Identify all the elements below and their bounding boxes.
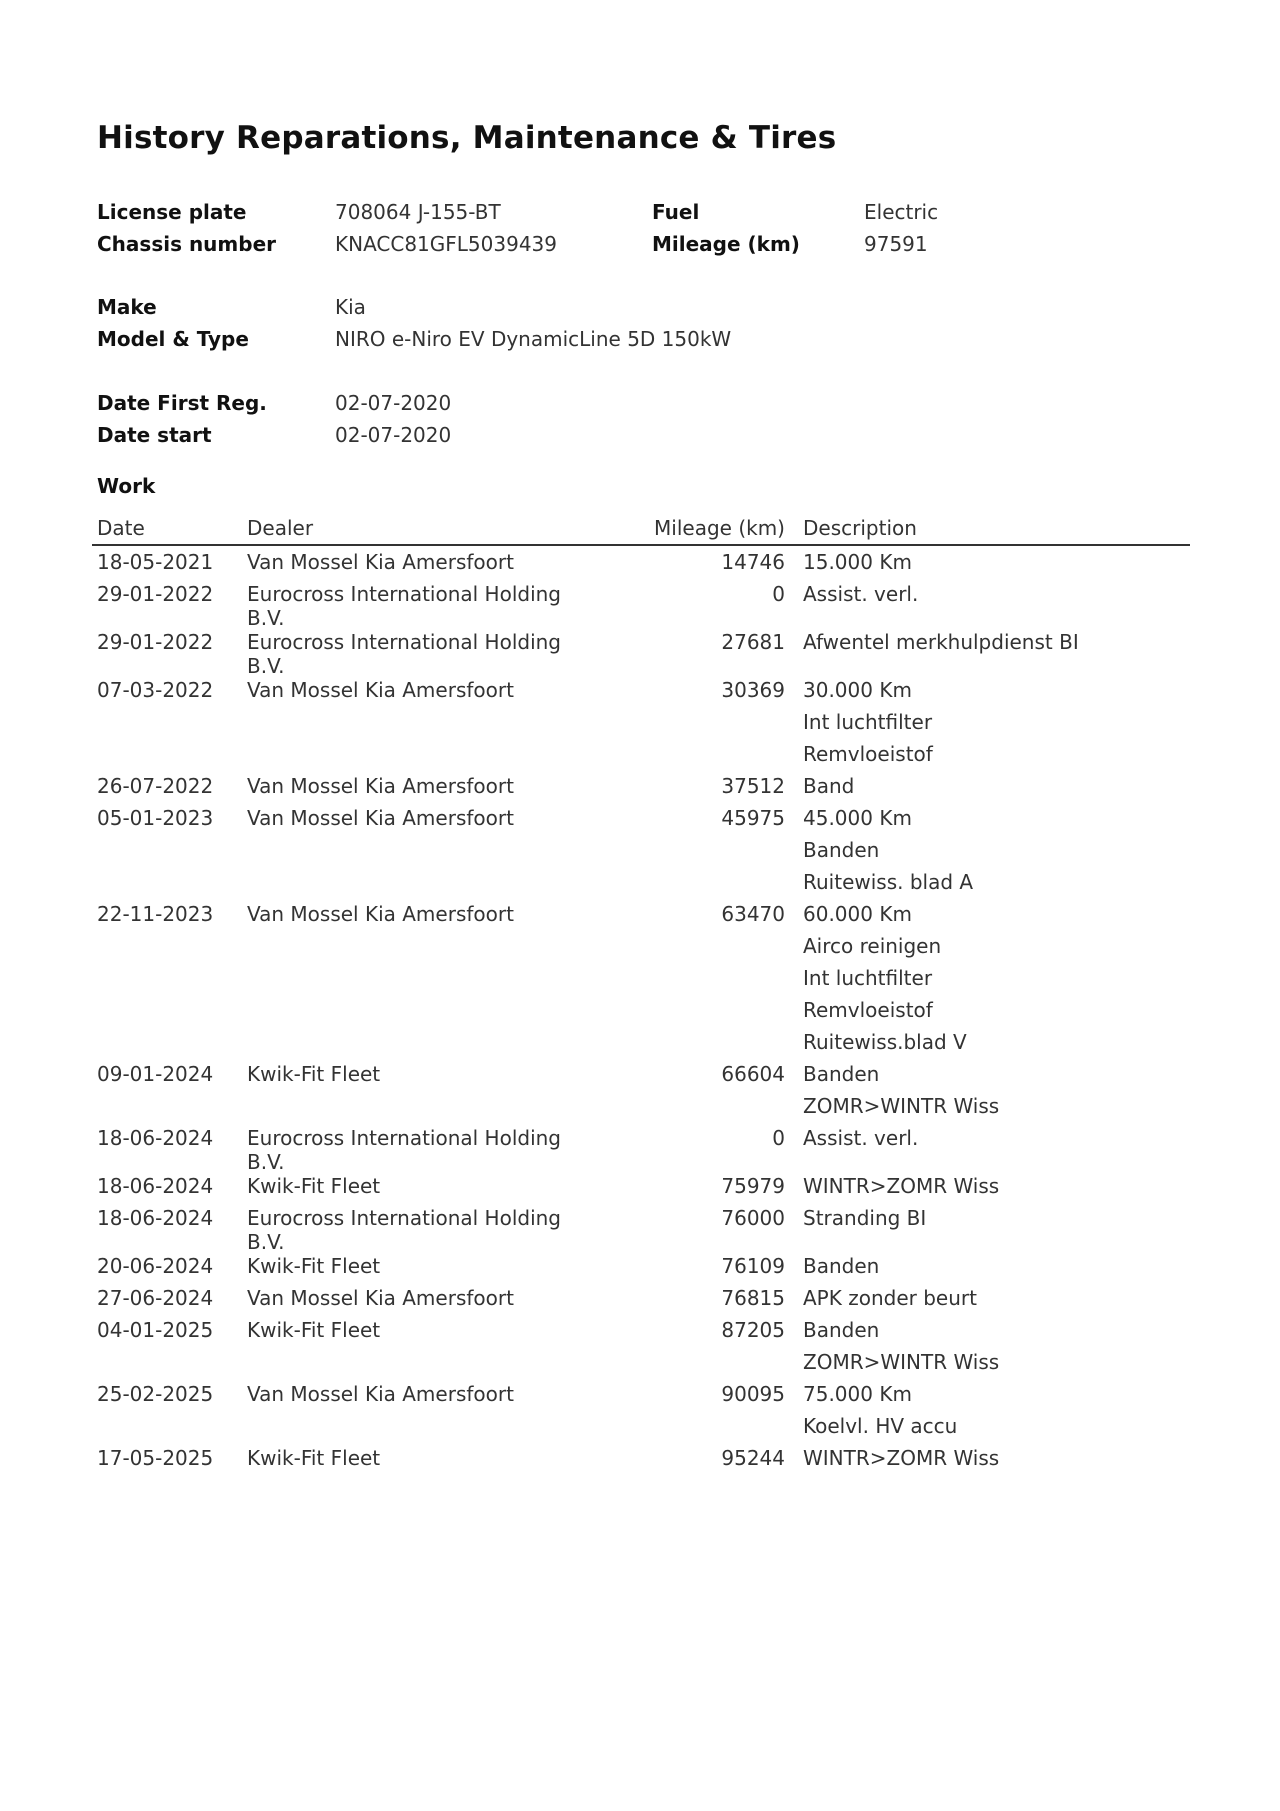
license-plate-label: License plate — [97, 200, 247, 224]
row-description — [803, 1282, 977, 1314]
row-date: 29-01-2022 — [97, 582, 214, 606]
row-dealer: Kwik-Fit Fleet — [247, 1446, 381, 1470]
description-line: Ruitewiss. blad A — [803, 870, 974, 894]
row-date: 17-05-2025 — [97, 1446, 214, 1470]
fuel-value: Electric — [864, 200, 939, 224]
table-row — [92, 1202, 1190, 1254]
chassis-label: Chassis number — [97, 232, 277, 256]
page-title: History Reparations, Maintenance & Tires — [97, 120, 837, 156]
row-date: 29-01-2022 — [97, 630, 214, 654]
description-line: Int luchtfilter — [803, 966, 933, 990]
row-date: 18-06-2024 — [97, 1174, 214, 1198]
row-mileage: 76000 — [721, 1206, 785, 1230]
description-line: Assist. verl. — [803, 1126, 919, 1150]
description-line: Remvloeistof — [803, 742, 933, 766]
row-description — [803, 1122, 918, 1154]
description-line: Banden — [803, 1254, 880, 1278]
row-dealer: Eurocross International Holding B.V. — [247, 1206, 562, 1254]
row-description — [803, 1202, 926, 1234]
model-value: NIRO e-Niro EV DynamicLine 5D 150kW — [335, 327, 732, 351]
row-description — [803, 1442, 999, 1474]
work-heading: Work — [97, 474, 156, 498]
table-row — [92, 626, 1190, 678]
description-line: Remvloeistof — [803, 998, 933, 1022]
description-line: ZOMR>WINTR Wiss — [803, 1094, 1000, 1118]
row-description — [803, 1250, 879, 1282]
description-line: WINTR>ZOMR Wiss — [803, 1174, 1000, 1198]
table-row — [92, 674, 1190, 770]
description-line: 60.000 Km — [803, 902, 912, 926]
license-plate-value: 708064 J-155-BT — [335, 200, 501, 224]
row-description — [803, 626, 1079, 658]
row-description — [803, 1314, 999, 1378]
description-line: Ruitewiss.blad V — [803, 1030, 967, 1054]
row-description — [803, 1170, 999, 1202]
row-dealer: Kwik-Fit Fleet — [247, 1062, 381, 1086]
row-date: 07-03-2022 — [97, 678, 214, 702]
table-row — [92, 802, 1190, 898]
column-header-mileage: Mileage (km) — [654, 516, 785, 540]
row-mileage: 30369 — [721, 678, 785, 702]
row-mileage: 75979 — [721, 1174, 785, 1198]
row-mileage: 14746 — [721, 550, 785, 574]
description-line: Stranding BI — [803, 1206, 927, 1230]
row-date: 09-01-2024 — [97, 1062, 214, 1086]
table-row — [92, 578, 1190, 630]
row-dealer: Van Mossel Kia Amersfoort — [247, 774, 514, 798]
row-date: 18-05-2021 — [97, 550, 214, 574]
row-date: 25-02-2025 — [97, 1382, 214, 1406]
table-row — [92, 1250, 1190, 1282]
description-line: Banden — [803, 1318, 880, 1342]
row-dealer: Van Mossel Kia Amersfoort — [247, 806, 514, 830]
row-mileage: 76815 — [721, 1286, 785, 1310]
row-mileage: 87205 — [721, 1318, 785, 1342]
row-mileage: 0 — [772, 1126, 785, 1150]
row-description — [803, 898, 967, 1058]
description-line: 75.000 Km — [803, 1382, 912, 1406]
description-line: 30.000 Km — [803, 678, 912, 702]
table-row — [92, 898, 1190, 1058]
row-date: 27-06-2024 — [97, 1286, 214, 1310]
description-line: APK zonder beurt — [803, 1286, 977, 1310]
work-table — [92, 514, 1190, 1474]
row-description — [803, 674, 933, 770]
description-line: ZOMR>WINTR Wiss — [803, 1350, 1000, 1374]
description-line: Banden — [803, 1062, 880, 1086]
description-line: Band — [803, 774, 855, 798]
row-dealer: Eurocross International Holding B.V. — [247, 630, 562, 678]
description-line: Afwentel merkhulpdienst BI — [803, 630, 1079, 654]
row-dealer: Kwik-Fit Fleet — [247, 1318, 381, 1342]
table-row — [92, 1378, 1190, 1442]
first-reg-label: Date First Reg. — [97, 391, 267, 415]
row-dealer: Van Mossel Kia Amersfoort — [247, 678, 514, 702]
row-dealer: Van Mossel Kia Amersfoort — [247, 550, 514, 574]
table-row — [92, 1314, 1190, 1378]
row-date: 18-06-2024 — [97, 1126, 214, 1150]
row-description — [803, 1058, 999, 1122]
description-line: 45.000 Km — [803, 806, 912, 830]
row-description — [803, 770, 854, 802]
first-reg-value: 02-07-2020 — [335, 391, 452, 415]
row-mileage: 27681 — [721, 630, 785, 654]
row-dealer: Eurocross International Holding B.V. — [247, 582, 562, 630]
row-mileage: 45975 — [721, 806, 785, 830]
mileage-label: Mileage (km) — [652, 232, 800, 256]
row-dealer: Kwik-Fit Fleet — [247, 1254, 381, 1278]
row-mileage: 0 — [772, 582, 785, 606]
column-header-dealer: Dealer — [247, 516, 314, 540]
table-row — [92, 1058, 1190, 1122]
make-label: Make — [97, 295, 157, 319]
row-description — [803, 802, 973, 898]
column-header-date: Date — [97, 516, 145, 540]
description-line: Int luchtfilter — [803, 710, 933, 734]
table-row — [92, 1170, 1190, 1202]
row-mileage: 95244 — [721, 1446, 785, 1470]
row-description — [803, 1378, 957, 1442]
row-date: 18-06-2024 — [97, 1206, 214, 1230]
row-mileage: 37512 — [721, 774, 785, 798]
row-mileage: 90095 — [721, 1382, 785, 1406]
date-start-value: 02-07-2020 — [335, 423, 452, 447]
table-row — [92, 1282, 1190, 1314]
row-date: 22-11-2023 — [97, 902, 214, 926]
row-date: 26-07-2022 — [97, 774, 214, 798]
row-dealer: Van Mossel Kia Amersfoort — [247, 902, 514, 926]
row-description — [803, 546, 912, 578]
row-description — [803, 578, 918, 610]
row-dealer: Kwik-Fit Fleet — [247, 1174, 381, 1198]
row-mileage: 66604 — [721, 1062, 785, 1086]
row-dealer: Van Mossel Kia Amersfoort — [247, 1382, 514, 1406]
row-mileage: 63470 — [721, 902, 785, 926]
fuel-label: Fuel — [652, 200, 700, 224]
row-dealer: Eurocross International Holding B.V. — [247, 1126, 562, 1174]
model-label: Model & Type — [97, 327, 249, 351]
description-line: Airco reinigen — [803, 934, 942, 958]
table-body — [92, 546, 1190, 1474]
chassis-value: KNACC81GFL5039439 — [335, 232, 558, 256]
row-date: 04-01-2025 — [97, 1318, 214, 1342]
description-line: Koelvl. HV accu — [803, 1414, 958, 1438]
make-value: Kia — [335, 295, 366, 319]
table-row — [92, 1122, 1190, 1174]
table-row — [92, 1442, 1190, 1474]
description-line: WINTR>ZOMR Wiss — [803, 1446, 1000, 1470]
row-mileage: 76109 — [721, 1254, 785, 1278]
row-date: 05-01-2023 — [97, 806, 214, 830]
description-line: Banden — [803, 838, 880, 862]
mileage-value: 97591 — [864, 232, 928, 256]
date-start-label: Date start — [97, 423, 212, 447]
row-date: 20-06-2024 — [97, 1254, 214, 1278]
description-line: Assist. verl. — [803, 582, 919, 606]
table-header — [92, 514, 1190, 546]
column-header-description: Description — [803, 516, 917, 540]
description-line: 15.000 Km — [803, 550, 912, 574]
table-row — [92, 546, 1190, 578]
table-row — [92, 770, 1190, 802]
row-dealer: Van Mossel Kia Amersfoort — [247, 1286, 514, 1310]
